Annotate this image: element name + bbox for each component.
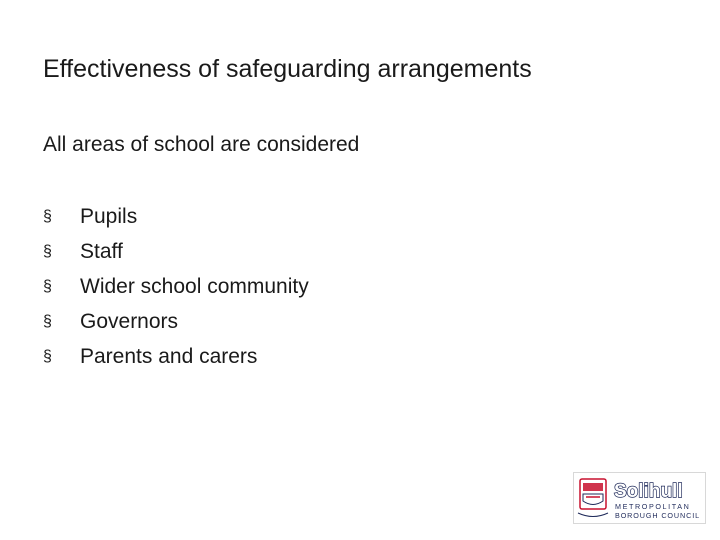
logo-line-metropolitan: METROPOLITAN <box>615 502 691 511</box>
bullet-list <box>43 199 309 374</box>
list-item <box>43 304 309 339</box>
list-item <box>43 199 309 234</box>
bullet-marker: § <box>43 207 52 225</box>
slide-subtitle: All areas of school are considered <box>43 133 360 156</box>
bullet-text: Governors <box>80 309 179 333</box>
council-logo-graphic <box>574 473 705 523</box>
logo-line-borough-council: BOROUGH COUNCIL <box>615 511 700 520</box>
bullet-text: Parents and carers <box>80 344 258 368</box>
bullet-text: Pupils <box>80 204 138 228</box>
bullet-marker: § <box>43 312 52 330</box>
crest-icon <box>578 479 608 517</box>
council-logo <box>573 472 706 524</box>
bullet-marker: § <box>43 277 52 295</box>
bullet-text: Wider school community <box>80 274 309 298</box>
logo-wordmark: Solihull <box>614 481 683 502</box>
slide-title: Effectiveness of safeguarding arrangements <box>43 55 532 83</box>
bullet-marker: § <box>43 347 52 365</box>
list-item <box>43 234 309 269</box>
list-item <box>43 339 309 374</box>
bullet-marker: § <box>43 242 52 260</box>
list-item <box>43 269 309 304</box>
bullet-text: Staff <box>80 239 123 263</box>
